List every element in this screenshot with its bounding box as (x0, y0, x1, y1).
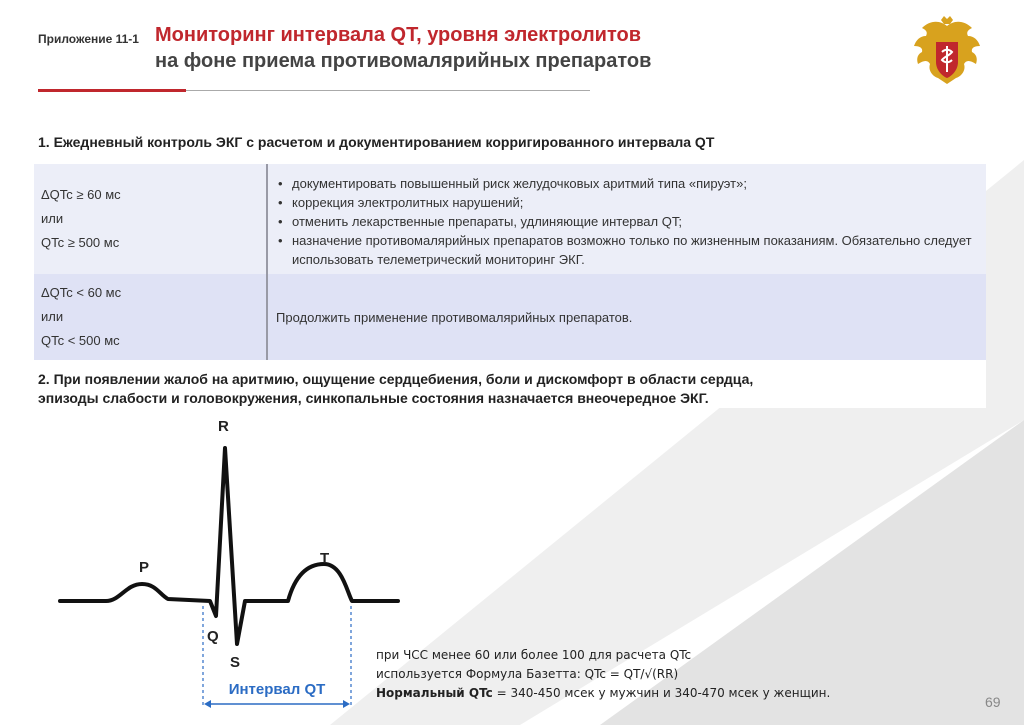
qt-interval-label: Интервал QT (228, 681, 326, 698)
ministry-emblem-icon (912, 14, 982, 94)
action-cell (268, 274, 986, 360)
appendix-label: Приложение 11-1 (38, 32, 139, 46)
condition-cell (34, 164, 268, 274)
note-line: при ЧСС менее 60 или более 100 для расчета QTc (376, 648, 692, 662)
section-2-heading (34, 360, 986, 408)
list-item: • документировать повышенный риск желудочковых аритмий типа «пируэт»; (276, 174, 986, 193)
bazett-note (376, 646, 830, 703)
ecg-diagram (50, 412, 410, 712)
section-2-line: эпизоды слабости и головокружения, синкопальные состояния назначается внеочередное ЭКГ. (38, 390, 709, 406)
table-row (34, 274, 986, 360)
list-item: • отменить лекарственные препараты, удлиняющие интервал QT; (276, 212, 986, 231)
condition-line: ΔQTc ≥ 60 мс (41, 187, 121, 202)
condition-line: или (41, 211, 64, 226)
normal-qtc-values: = 340-450 мсек у мужчин и 340-470 мсек у женщин. (492, 686, 831, 700)
r-wave-label: R (218, 418, 229, 435)
title-accent-rule (38, 89, 186, 92)
t-wave-label: T (320, 550, 330, 567)
qt-monitoring-table (34, 164, 986, 360)
continue-treatment-text: Продолжить применение противомалярийных препаратов. (276, 309, 633, 325)
actions-cell (268, 164, 986, 274)
ecg-waveform (60, 448, 398, 644)
list-item: • коррекция электролитных нарушений; (276, 193, 986, 212)
section-2-line: 2. При появлении жалоб на аритмию, ощущение сердцебиения, боли и дискомфорт в области сердца, (38, 371, 754, 387)
normal-qtc-label: Нормальный QTc (376, 686, 493, 700)
actions-list (276, 174, 986, 269)
note-line (376, 684, 830, 703)
page-number: 69 (985, 694, 1001, 710)
q-wave-label: Q (207, 628, 219, 645)
note-line: используется Формула Базетта: QTc = QT/√(RR) (376, 667, 679, 681)
page-title: Мониторинг интервала QT, уровня электролитов (155, 24, 641, 46)
arrowhead-right (343, 700, 350, 708)
list-item: • назначение противомалярийных препаратов возможно только по жизненным показаниям. Обязательно следует использовать телеметрический мониторинг ЭКГ. (276, 231, 986, 269)
condition-line: QTc < 500 мс (41, 333, 120, 348)
s-wave-label: S (230, 654, 241, 671)
table-row (34, 164, 986, 274)
p-wave-label: P (139, 559, 150, 576)
condition-cell (34, 274, 268, 360)
title-divider (186, 90, 590, 91)
page-subtitle: на фоне приема противомалярийных препаратов (155, 50, 652, 72)
arrowhead-left (204, 700, 211, 708)
condition-line: или (41, 309, 64, 324)
section-1-heading: 1. Ежедневный контроль ЭКГ с расчетом и документированием корригированного интервала QT (38, 134, 715, 150)
condition-line: ΔQTc < 60 мс (41, 285, 122, 300)
condition-line: QTc ≥ 500 мс (41, 235, 120, 250)
